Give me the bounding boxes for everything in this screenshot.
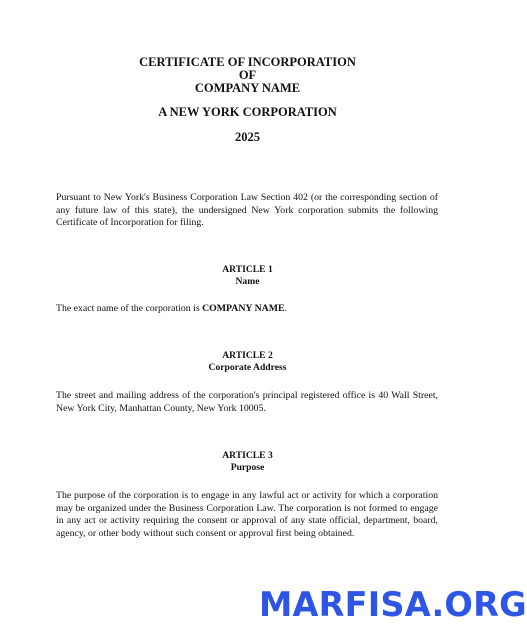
article-2-number: ARTICLE 2 [222,350,273,361]
article-1-number: ARTICLE 1 [222,264,273,275]
document-year: 2025 [235,130,260,144]
article-1-title: Name [235,276,260,287]
title-line-3: COMPANY NAME [194,81,301,95]
article-1-company-name: COMPANY NAME [202,303,285,314]
title-line-2: OF [238,68,257,82]
intro-paragraph: Pursuant to New York's Business Corporation Law Section 402 (or the corresponding section of any future law of this state), the undersigned New York corporation submits the following Certificate of Incorporation for filing. [56,192,438,228]
article-1-text-after: . [284,303,287,314]
title-line-1: CERTIFICATE OF INCORPORATION [139,55,356,69]
marfisa-watermark-logo: MARFISA.ORG [259,585,527,624]
article-3-number: ARTICLE 3 [222,450,273,461]
article-1-text-before: The exact name of the corporation is [56,303,203,314]
article-1-text [56,303,438,316]
article-2-title: Corporate Address [208,362,287,373]
article-2-text: The street and mailing address of the corporation's principal registered office is 40 Wall Street, New York City, Manhattan County, New York 10005. [56,390,438,414]
article-3-title: Purpose [230,462,265,473]
article-3-text: The purpose of the corporation is to engage in any lawful act or activity for which a corporation may be organized under the Business Corporation Law. The corporation is not formed to engage in any act or activity requiring the consent or approval of any state official, department, board, agency, or other body without such consent or approval first being obtained. [56,490,438,539]
document-subtitle: A NEW YORK CORPORATION [158,105,337,119]
